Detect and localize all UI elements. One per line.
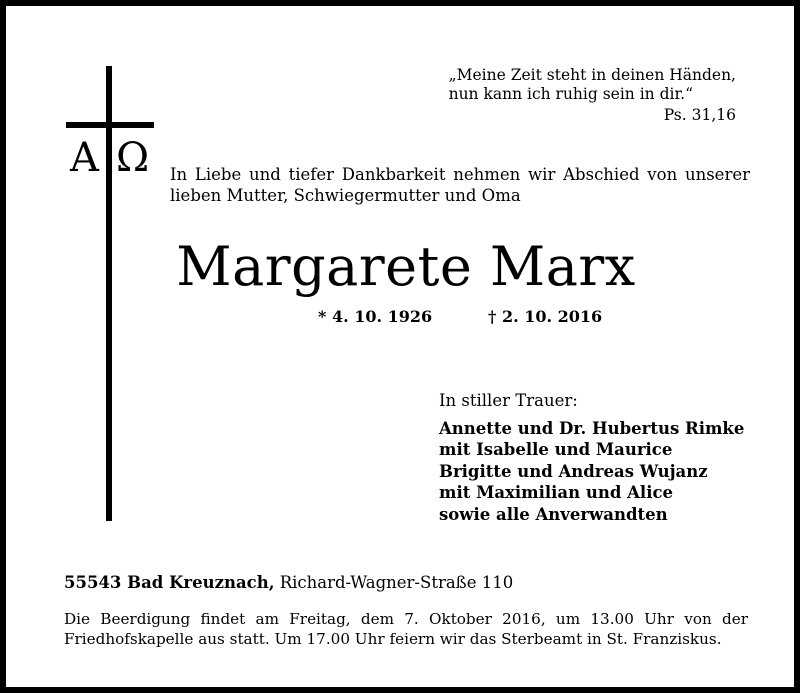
- quote-reference: Ps. 31,16: [663, 106, 736, 124]
- mourner-line: Brigitte und Andreas Wujanz: [439, 461, 708, 481]
- mourners-list: [439, 418, 744, 525]
- quote-line-1: „Meine Zeit steht in deinen Händen,: [448, 66, 736, 84]
- funeral-notice: Die Beerdigung findet am Freitag, dem 7. Oktober 2016, um 13.00 Uhr von der Friedhofskapelle aus statt. Um 17.00 Uhr feiern wir das Sterbeamt in St. Franziskus.: [64, 610, 748, 648]
- intro-text: In Liebe und tiefer Dankbarkeit nehmen wir Abschied von unserer lieben Mutter, Schwiegermutter und Oma: [170, 165, 750, 205]
- omega-symbol: Ω: [116, 135, 150, 181]
- mourner-line: sowie alle Anverwandten: [439, 504, 668, 524]
- address-street: Richard-Wagner-Straße 110: [279, 573, 514, 592]
- bible-quote: [449, 66, 736, 125]
- address-city: 55543 Bad Kreuznach,: [64, 573, 275, 592]
- quote-line-2: nun kann ich ruhig sein in dir.“: [448, 85, 694, 103]
- alpha-symbol: A: [70, 135, 99, 181]
- mourner-line: mit Isabelle und Maurice: [439, 440, 673, 460]
- death-date: † 2. 10. 2016: [488, 307, 603, 326]
- address: [64, 572, 513, 593]
- mourner-line: Annette und Dr. Hubertus Rimke: [439, 419, 745, 438]
- deceased-name: Margarete Marx: [176, 235, 636, 298]
- birth-date: * 4. 10. 1926: [318, 307, 433, 326]
- cross-horizontal-bar: [66, 122, 154, 128]
- mourner-line: mit Maximilian und Alice: [439, 483, 674, 503]
- mourning-heading: In stiller Trauer:: [439, 391, 578, 410]
